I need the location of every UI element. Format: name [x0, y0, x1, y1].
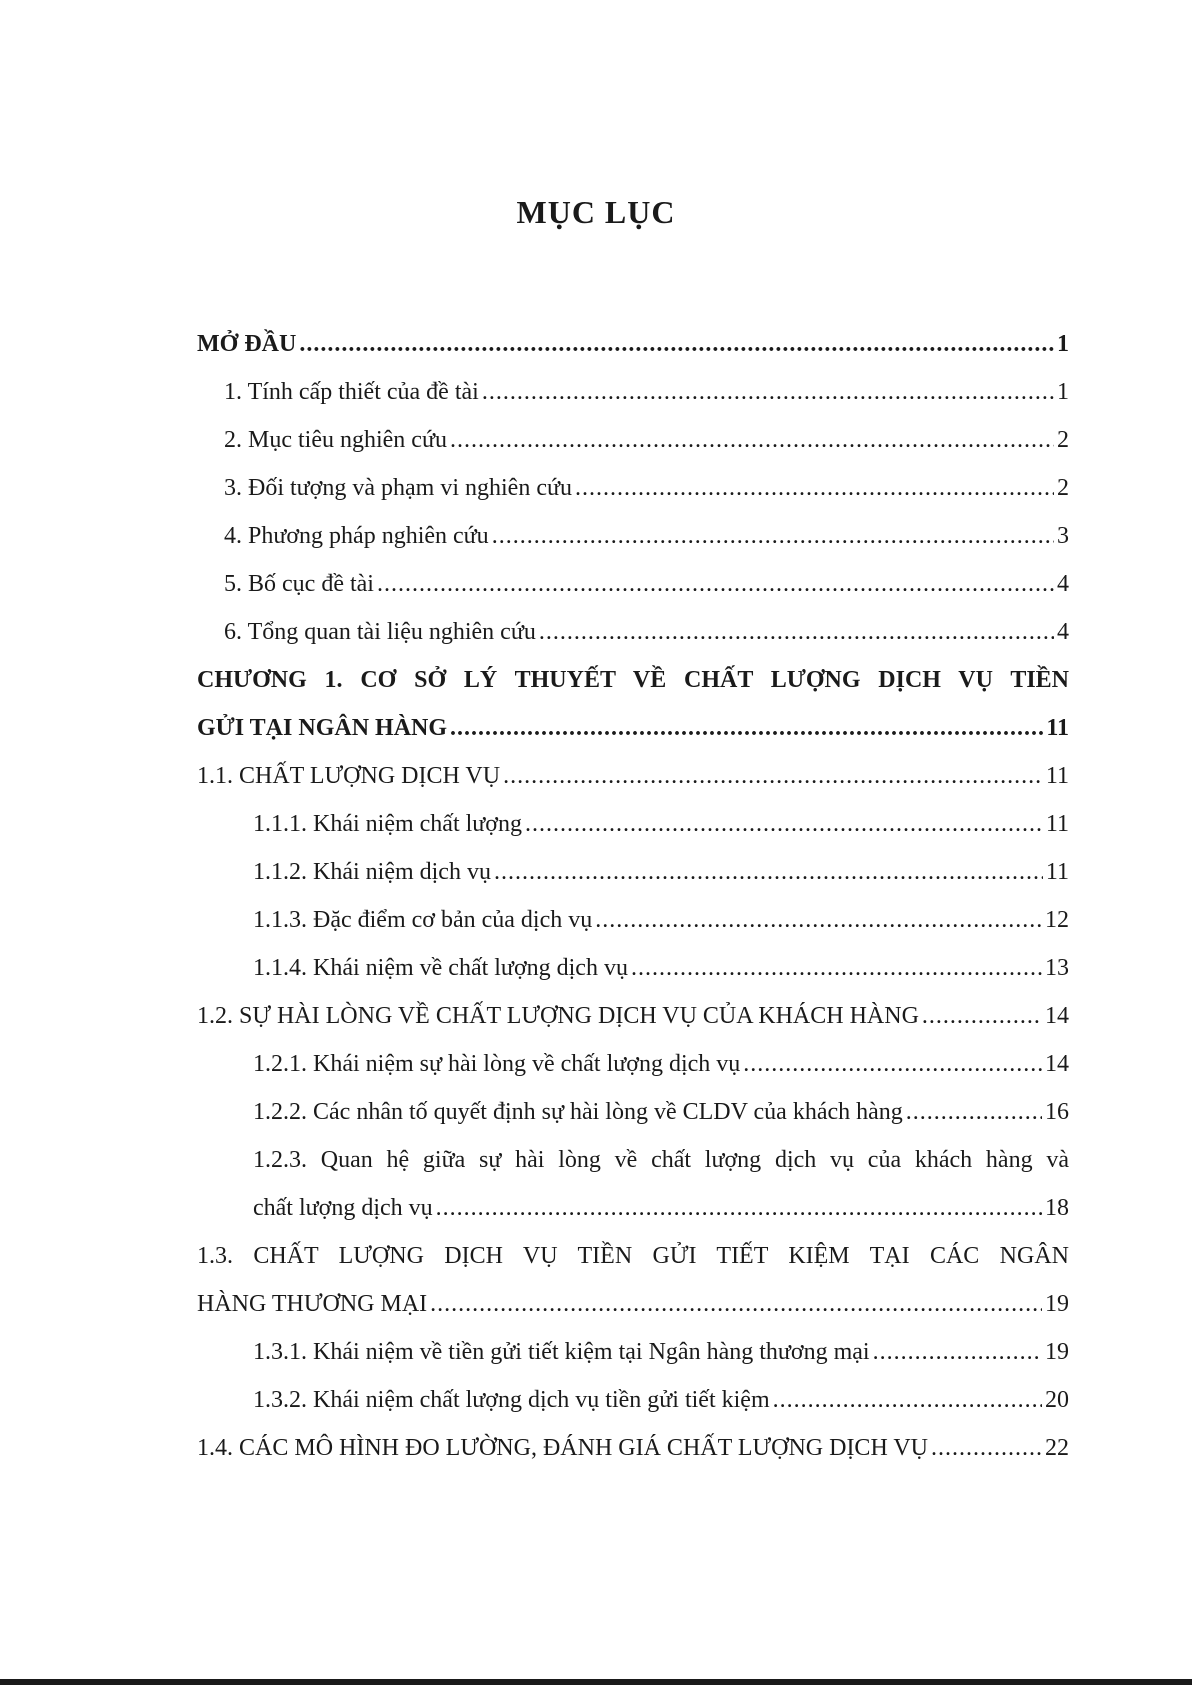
toc-entry: [197, 416, 1069, 464]
toc-dot-leader: [595, 896, 1042, 944]
toc-page-number: 11: [1045, 811, 1069, 837]
toc-entry-title: 1.4. CÁC MÔ HÌNH ĐO LƯỜNG, ĐÁNH GIÁ CHẤT LƯỢNG DỊCH VỤ: [197, 1435, 929, 1461]
toc-dot-leader: [377, 560, 1054, 608]
toc-entry-title: 1.2.1. Khái niệm sự hài lòng về chất lượng dịch vụ: [253, 1051, 741, 1077]
toc-entry-title: 6. Tổng quan tài liệu nghiên cứu: [224, 619, 536, 645]
toc-entry-title: 1.2. SỰ HÀI LÒNG VỀ CHẤT LƯỢNG DỊCH VỤ CỦA KHÁCH HÀNG: [197, 1003, 919, 1029]
toc-entry-title: 1.3.1. Khái niệm về tiền gửi tiết kiệm tại Ngân hàng thương mại: [253, 1339, 870, 1365]
toc-page-number: 2: [1057, 427, 1069, 453]
toc-entry: [197, 1088, 1069, 1136]
toc-page-number: 1: [1057, 379, 1069, 405]
toc-dot-leader: [430, 1280, 1042, 1328]
toc-entry: [197, 512, 1069, 560]
toc-page-number: 20: [1045, 1387, 1069, 1413]
toc-entry: [197, 1040, 1069, 1088]
toc-dot-leader: [450, 704, 1043, 752]
toc-page-number: 4: [1057, 619, 1069, 645]
toc-page-number: 16: [1045, 1099, 1069, 1125]
toc-entry-title: 2. Mục tiêu nghiên cứu: [224, 427, 447, 453]
toc-page-number: 11: [1045, 763, 1069, 789]
toc-dot-leader: [539, 608, 1054, 656]
toc-entry-title: MỞ ĐẦU: [197, 331, 297, 357]
toc-entry-title-continued: chất lượng dịch vụ: [253, 1195, 433, 1221]
toc-entry: [197, 992, 1069, 1040]
toc-page-number: 19: [1045, 1291, 1069, 1317]
toc-page-number: 14: [1045, 1051, 1069, 1077]
toc-page-number: 11: [1045, 859, 1069, 885]
toc-entry: [197, 320, 1069, 368]
toc-dot-leader: [450, 416, 1054, 464]
toc-dot-leader: [525, 800, 1043, 848]
toc-entry-title: 1.1.4. Khái niệm về chất lượng dịch vụ: [253, 955, 628, 981]
toc-entry: [197, 656, 1069, 752]
toc-page-number: 22: [1045, 1435, 1069, 1461]
toc-dot-leader: [922, 992, 1042, 1040]
toc-page-number: 11: [1046, 715, 1069, 741]
page-bottom-edge: [0, 1679, 1192, 1685]
toc-page-number: 3: [1057, 523, 1069, 549]
toc-entry: [197, 896, 1069, 944]
toc-page-number: 2: [1057, 475, 1069, 501]
toc-entry: [197, 1424, 1069, 1472]
toc-entry: [197, 608, 1069, 656]
toc-page-number: 13: [1045, 955, 1069, 981]
toc-dot-leader: [631, 944, 1042, 992]
toc-entry: [197, 752, 1069, 800]
toc-entry-line: [197, 704, 1069, 752]
toc-dot-leader: [482, 368, 1054, 416]
toc-entry-title: CHƯƠNG 1. CƠ SỞ LÝ THUYẾT VỀ CHẤT LƯỢNG DỊCH VỤ TIỀN: [197, 667, 1069, 693]
toc-page-number: 12: [1045, 907, 1069, 933]
toc-entry-title: 1.2.3. Quan hệ giữa sự hài lòng về chất lượng dịch vụ của khách hàng và: [253, 1147, 1069, 1173]
toc-entry-title: 5. Bố cục đề tài: [224, 571, 374, 597]
toc-entry-title: 1.2.2. Các nhân tố quyết định sự hài lòng về CLDV của khách hàng: [253, 1099, 903, 1125]
toc-entry-line: [197, 1280, 1069, 1328]
toc-entry: [197, 848, 1069, 896]
toc-entry-title: 1.3. CHẤT LƯỢNG DỊCH VỤ TIỀN GỬI TIẾT KIỆM TẠI CÁC NGÂN: [197, 1243, 1069, 1269]
toc-entry-title: 1. Tính cấp thiết của đề tài: [224, 379, 479, 405]
toc-dot-leader: [873, 1328, 1042, 1376]
toc-dot-leader: [906, 1088, 1042, 1136]
toc-entry: [197, 1328, 1069, 1376]
toc-entry: [197, 464, 1069, 512]
toc-dot-leader: [494, 848, 1043, 896]
toc-page-number: 19: [1045, 1339, 1069, 1365]
toc-entry-title-continued: HÀNG THƯƠNG MẠI: [197, 1291, 428, 1317]
toc-entry-title-continued: GỬI TẠI NGÂN HÀNG: [197, 715, 448, 741]
toc-page-number: 14: [1045, 1003, 1069, 1029]
toc-page-number: 1: [1057, 331, 1069, 357]
toc-dot-leader: [299, 320, 1054, 368]
toc-entry-title: 1.1.1. Khái niệm chất lượng: [253, 811, 522, 837]
toc-dot-leader: [503, 752, 1043, 800]
toc-page-number: 18: [1045, 1195, 1069, 1221]
toc-dot-leader: [773, 1376, 1042, 1424]
toc-entry: [197, 368, 1069, 416]
toc-dot-leader: [436, 1184, 1042, 1232]
toc-dot-leader: [931, 1424, 1042, 1472]
toc-entry: [197, 1232, 1069, 1328]
toc-entry: [197, 944, 1069, 992]
table-of-contents: [197, 320, 1069, 1472]
toc-entry-title: 3. Đối tượng và phạm vi nghiên cứu: [224, 475, 572, 501]
toc-entry: [197, 560, 1069, 608]
toc-title: MỤC LỤC: [516, 194, 676, 230]
toc-entry-title: 4. Phương pháp nghiên cứu: [224, 523, 489, 549]
toc-entry: [197, 1376, 1069, 1424]
toc-entry-title: 1.3.2. Khái niệm chất lượng dịch vụ tiền gửi tiết kiệm: [253, 1387, 770, 1413]
toc-entry-title: 1.1. CHẤT LƯỢNG DỊCH VỤ: [197, 763, 501, 789]
toc-entry-title: 1.1.3. Đặc điểm cơ bản của dịch vụ: [253, 907, 593, 933]
toc-dot-leader: [743, 1040, 1042, 1088]
toc-entry: [197, 1136, 1069, 1232]
toc-entry: [197, 800, 1069, 848]
toc-dot-leader: [492, 512, 1054, 560]
toc-page-number: 4: [1057, 571, 1069, 597]
toc-entry-line: [197, 1184, 1069, 1232]
toc-entry-title: 1.1.2. Khái niệm dịch vụ: [253, 859, 491, 885]
toc-dot-leader: [575, 464, 1054, 512]
